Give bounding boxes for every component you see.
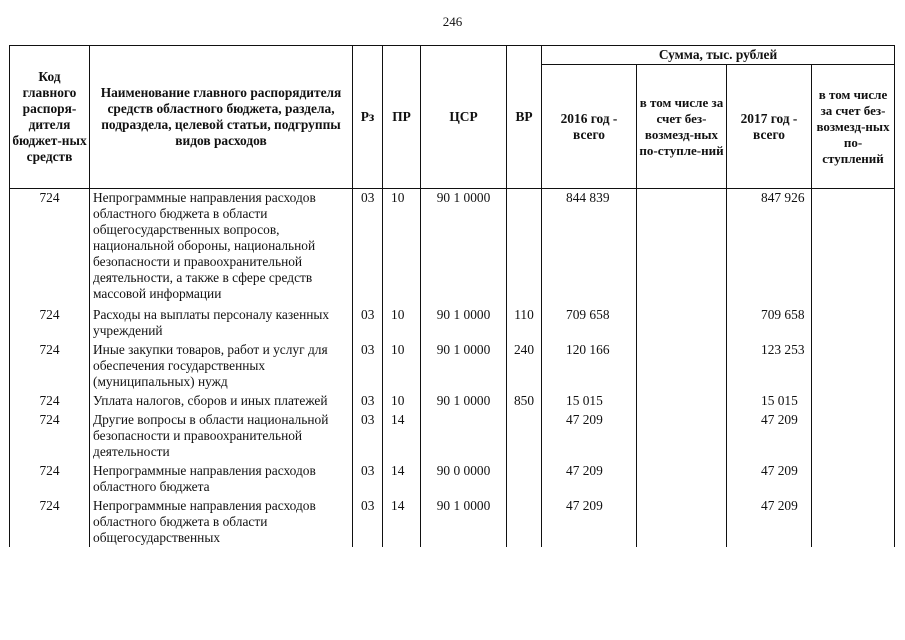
table-row xyxy=(10,410,895,461)
cell-2016-grants xyxy=(637,340,727,391)
cell-csr: 90 0 0000 xyxy=(421,461,507,496)
cell-2017-total: 47 209 xyxy=(727,461,812,496)
cell-2017-total: 123 253 xyxy=(727,340,812,391)
cell-2016-total: 15 015 xyxy=(542,391,637,410)
cell-2017-total: 847 926 xyxy=(727,189,812,304)
header-vr: ВР xyxy=(507,46,542,189)
cell-name: Непрограммные направления расходов областного бюджета xyxy=(90,461,353,496)
cell-2017-grants xyxy=(812,461,895,496)
cell-code: 724 xyxy=(10,496,90,547)
cell-code: 724 xyxy=(10,340,90,391)
header-pr: ПР xyxy=(383,46,421,189)
cell-code: 724 xyxy=(10,303,90,340)
header-2016-grants: в том числе за счет без-возмезд-ных по-ступле-ний xyxy=(637,65,727,189)
cell-2016-grants xyxy=(637,303,727,340)
cell-code: 724 xyxy=(10,391,90,410)
cell-pr: 14 xyxy=(383,461,421,496)
cell-code: 724 xyxy=(10,410,90,461)
cell-pr: 10 xyxy=(383,391,421,410)
cell-name: Уплата налогов, сборов и иных платежей xyxy=(90,391,353,410)
cell-pr: 10 xyxy=(383,189,421,304)
header-2017-grants: в том числе за счет без-возмезд-ных по-ступлений xyxy=(812,65,895,189)
cell-2017-total: 47 209 xyxy=(727,496,812,547)
cell-2016-grants xyxy=(637,496,727,547)
header-2017-total: 2017 год - всего xyxy=(727,65,812,189)
cell-rz: 03 xyxy=(353,391,383,410)
cell-pr: 14 xyxy=(383,496,421,547)
cell-csr: 90 1 0000 xyxy=(421,391,507,410)
cell-2016-total: 120 166 xyxy=(542,340,637,391)
cell-rz: 03 xyxy=(353,410,383,461)
header-row-1 xyxy=(10,46,895,65)
cell-2016-total: 844 839 xyxy=(542,189,637,304)
budget-table xyxy=(9,45,895,547)
cell-vr xyxy=(507,410,542,461)
cell-pr: 14 xyxy=(383,410,421,461)
cell-2017-total: 47 209 xyxy=(727,410,812,461)
header-rz: Рз xyxy=(353,46,383,189)
table-row xyxy=(10,303,895,340)
cell-name: Другие вопросы в области национальной безопасности и правоохранительной деятельности xyxy=(90,410,353,461)
cell-vr: 850 xyxy=(507,391,542,410)
table-row xyxy=(10,461,895,496)
cell-csr: 90 1 0000 xyxy=(421,496,507,547)
cell-2017-grants xyxy=(812,303,895,340)
table-row xyxy=(10,391,895,410)
cell-csr xyxy=(421,410,507,461)
table-row xyxy=(10,496,895,547)
cell-rz: 03 xyxy=(353,340,383,391)
cell-2016-grants xyxy=(637,189,727,304)
cell-vr xyxy=(507,461,542,496)
cell-2017-grants xyxy=(812,496,895,547)
cell-name: Расходы на выплаты персоналу казенных учреждений xyxy=(90,303,353,340)
cell-rz: 03 xyxy=(353,461,383,496)
cell-2016-total: 47 209 xyxy=(542,496,637,547)
cell-vr xyxy=(507,496,542,547)
header-name: Наименование главного распорядителя средств областного бюджета, раздела, подраздела, целевой статьи, подгруппы видов расходов xyxy=(90,46,353,189)
header-csr: ЦСР xyxy=(421,46,507,189)
cell-2016-grants xyxy=(637,461,727,496)
cell-pr: 10 xyxy=(383,303,421,340)
header-sum: Сумма, тыс. рублей xyxy=(542,46,895,65)
header-code: Код главного распоря-дителя бюджет-ных средств xyxy=(10,46,90,189)
cell-vr: 110 xyxy=(507,303,542,340)
cell-vr: 240 xyxy=(507,340,542,391)
cell-rz: 03 xyxy=(353,189,383,304)
page-number: 246 xyxy=(442,14,463,29)
header-2016-total: 2016 год - всего xyxy=(542,65,637,189)
cell-name: Непрограммные направления расходов областного бюджета в области общегосударственных xyxy=(90,496,353,547)
cell-2017-total: 709 658 xyxy=(727,303,812,340)
cell-code: 724 xyxy=(10,189,90,304)
cell-rz: 03 xyxy=(353,496,383,547)
cell-2017-grants xyxy=(812,391,895,410)
cell-csr: 90 1 0000 xyxy=(421,303,507,340)
cell-code: 724 xyxy=(10,461,90,496)
cell-name: Непрограммные направления расходов областного бюджета в области общегосударственных вопросов, национальной обороны, национальной безопасности и правоохранительной деятельности, а также в сфере средств массовой информации xyxy=(90,189,353,304)
cell-2017-grants xyxy=(812,189,895,304)
cell-csr: 90 1 0000 xyxy=(421,340,507,391)
cell-2017-grants xyxy=(812,410,895,461)
cell-2016-total: 47 209 xyxy=(542,461,637,496)
cell-2016-grants xyxy=(637,410,727,461)
table-row xyxy=(10,189,895,304)
cell-rz: 03 xyxy=(353,303,383,340)
cell-pr: 10 xyxy=(383,340,421,391)
cell-vr xyxy=(507,189,542,304)
cell-2016-grants xyxy=(637,391,727,410)
cell-2016-total: 47 209 xyxy=(542,410,637,461)
cell-name: Иные закупки товаров, работ и услуг для обеспечения государственных (муниципальных) нужд xyxy=(90,340,353,391)
table-body xyxy=(10,189,895,548)
cell-2017-total: 15 015 xyxy=(727,391,812,410)
cell-2016-total: 709 658 xyxy=(542,303,637,340)
table-row xyxy=(10,340,895,391)
cell-2017-grants xyxy=(812,340,895,391)
cell-csr: 90 1 0000 xyxy=(421,189,507,304)
